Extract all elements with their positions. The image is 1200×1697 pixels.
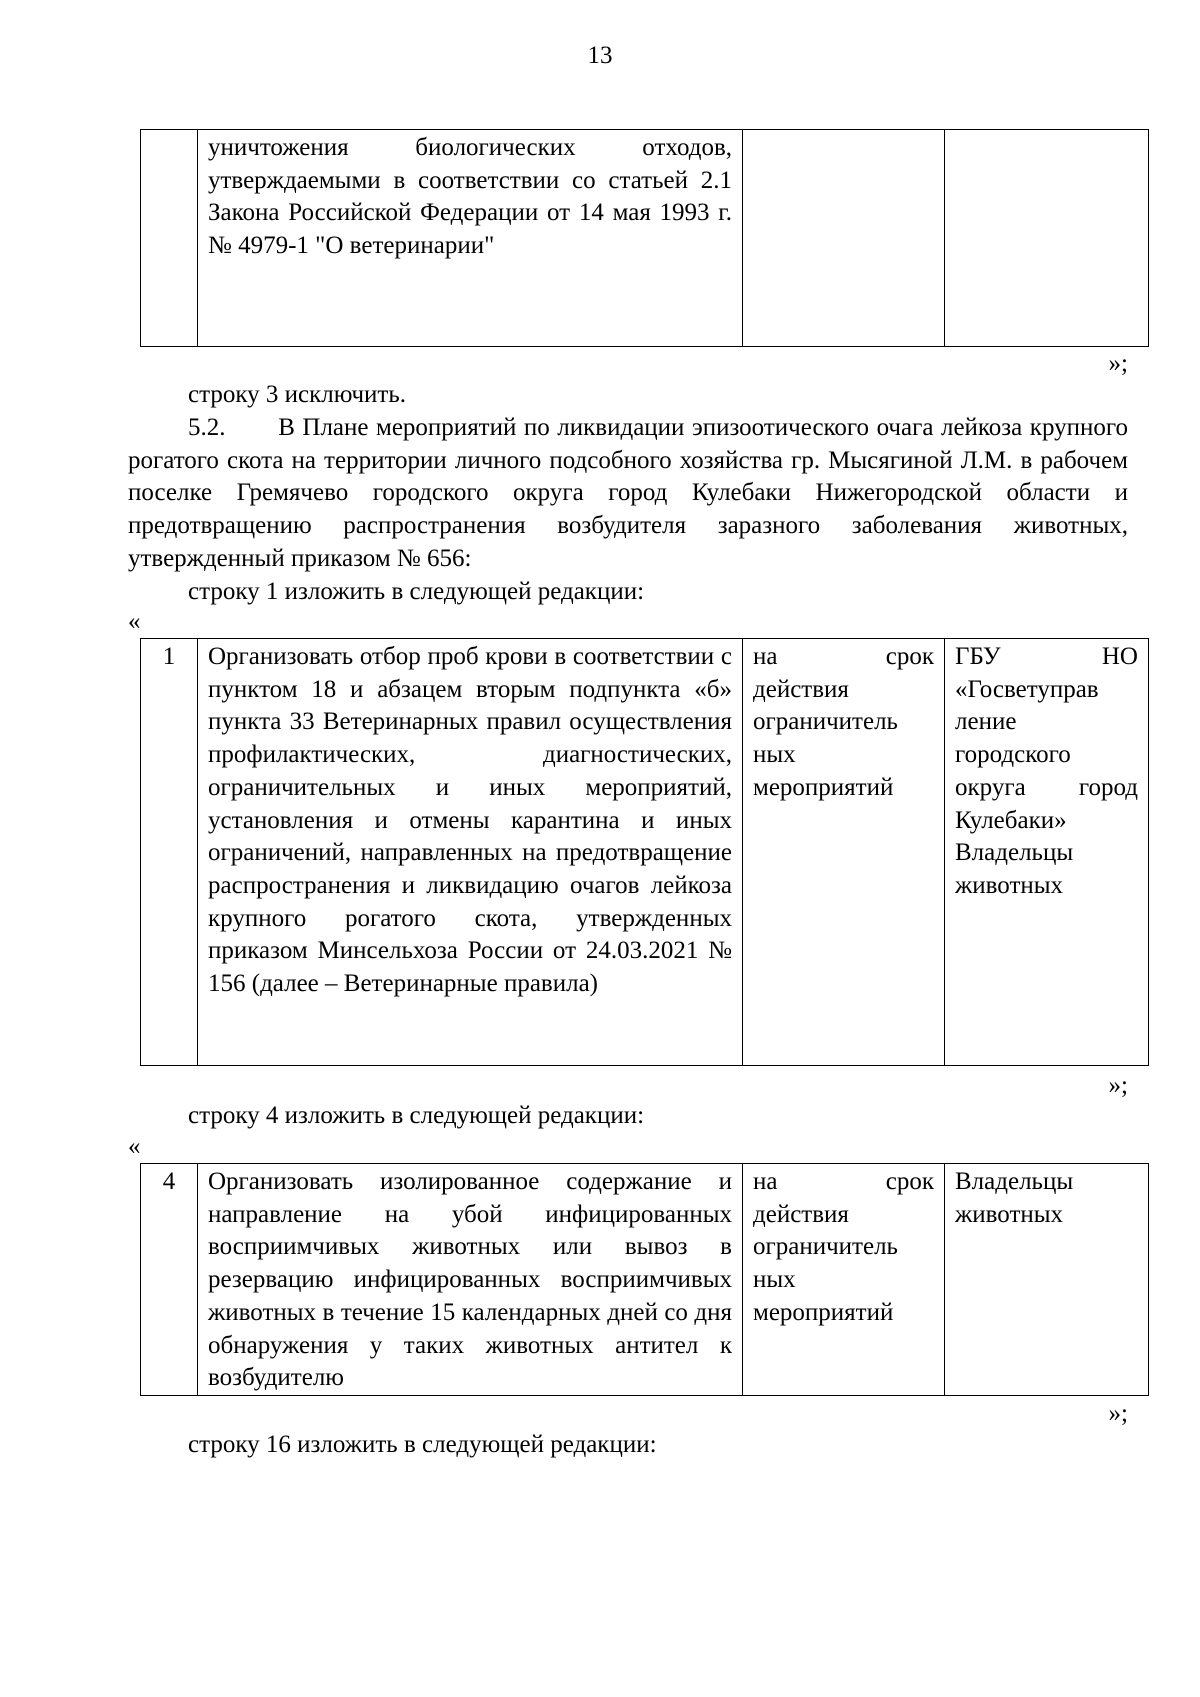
row-responsible-cell: ГБУ НО «Госветуправ ление городского округа город Кулебаки» Владельцы животных (945, 639, 1149, 1066)
table-row (141, 639, 1149, 1066)
row-responsible-cell (945, 130, 1149, 347)
row-text-cell: Организовать отбор проб крови в соответствии с пунктом 18 и абзацем вторым подпункта «б» пункта 33 Ветеринарных правил осуществления профилактических, диагностических, ограничительных и иных мероприятий, установления и отмены карантина и иных ограничений, направленных на предотвращение распространения и ликвидацию очагов лейкоза крупного рогатого скота, утвержденных приказом Минсельхоза России от 24.03.2021 № 156 (далее – Ветеринарные правила) (198, 639, 743, 1066)
closing-quote: »; (1108, 1400, 1128, 1427)
closing-quote: »; (1108, 350, 1128, 377)
closing-quote: »; (1108, 1072, 1128, 1099)
table-row-4 (140, 1163, 1149, 1396)
row-responsible-cell: Владельцы животных (945, 1164, 1149, 1396)
paragraph-5-2 (128, 412, 1128, 576)
table-row (141, 130, 1149, 347)
paragraph-row-1: строку 1 изложить в следующей редакции: (188, 578, 645, 605)
row-term-cell: на срок действия ограничитель ных мероприятий (743, 639, 945, 1066)
row-number-cell (141, 130, 198, 347)
table-row (141, 1164, 1149, 1396)
page-number: 13 (587, 42, 613, 69)
paragraph-exclude-row-3: строку 3 исключить. (188, 381, 406, 408)
table-row-1 (140, 638, 1149, 1066)
paragraph-5-2-text: В Плане мероприятий по ликвидации эпизоотического очага лейкоза крупного рогатого скота на территории личного подсобного хозяйства гр. Мысягиной Л.М. в рабочем поселке Гремячево городского округа город Кулебаки Нижегородской области и предотвращению распространения возбудителя заразного заболевания животных, утвержденный приказом № 656: (128, 414, 1128, 572)
row-term-cell (743, 130, 945, 347)
row-text-cell: уничтожения биологических отходов, утверждаемыми в соответствии со статьей 2.1 Закона Российской Федерации от 14 мая 1993 г. № 4979-1 "О ветеринарии" (198, 130, 743, 347)
row-term-cell: на срок действия ограничитель ных мероприятий (743, 1164, 945, 1396)
paragraph-row-16: строку 16 изложить в следующей редакции: (188, 1431, 657, 1458)
paragraph-row-4: строку 4 изложить в следующей редакции: (188, 1102, 645, 1129)
table-continuation (140, 129, 1149, 347)
row-number-cell: 4 (141, 1164, 198, 1396)
paragraph-5-2-label: 5.2. (188, 414, 226, 441)
row-text-cell: Организовать изолированное содержание и направление на убой инфицированных восприимчивых животных или вывоз в резервацию инфицированных восприимчивых животных в течение 15 календарных дней со дня обнаружения у таких животных антител к возбудителю (198, 1164, 743, 1396)
opening-quote: « (128, 1133, 141, 1160)
opening-quote: « (128, 608, 141, 635)
row-number-cell: 1 (141, 639, 198, 1066)
